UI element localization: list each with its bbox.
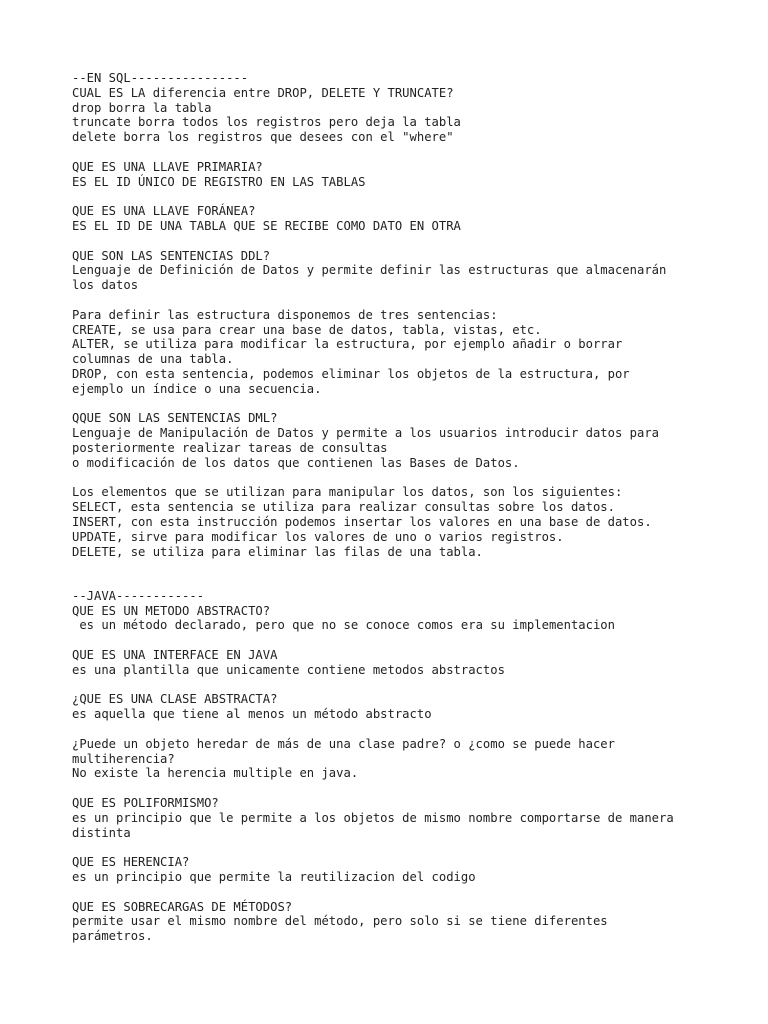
java-abstract-method-block [72, 589, 732, 633]
paragraph-text: SELECT, esta sentencia se utiliza para realizar consultas sobre los datos. [72, 500, 615, 515]
paragraph-text: DROP, con esta sentencia, podemos eliminar los objetos de la estructura, por [72, 366, 630, 381]
answer-text: es una plantilla que unicamente contiene metodos abstractos [72, 662, 505, 677]
ddl-statements-block [72, 308, 732, 397]
paragraph-text: Los elementos que se utilizan para manipular los datos, son los siguientes: [72, 485, 623, 500]
document-body [72, 71, 732, 959]
question-text: CUAL ES LA diferencia entre DROP, DELETE Y TRUNCATE? [72, 85, 454, 100]
ddl-block [72, 249, 732, 293]
question-text: QUE SON LAS SENTENCIAS DDL? [72, 248, 271, 263]
answer-text: o modificación de los datos que contienen las Bases de Datos. [72, 455, 520, 470]
paragraph-text: DELETE, se utiliza para eliminar las filas de una tabla. [72, 544, 483, 559]
answer-text: drop borra la tabla [72, 100, 212, 115]
primary-key-block [72, 160, 732, 190]
method-overloading-block [72, 900, 732, 944]
sql-drop-delete-truncate-block [72, 71, 732, 145]
question-text: multiherencia? [72, 751, 175, 766]
polymorphism-block [72, 796, 732, 840]
answer-text: No existe la herencia multiple en java. [72, 766, 359, 781]
question-text: QUE ES HERENCIA? [72, 855, 190, 870]
answer-text: es un método declarado, pero que no se conoce comos era su implementacion [72, 618, 615, 633]
answer-text: Lenguaje de Definición de Datos y permite definir las estructuras que almacenarán [72, 263, 667, 278]
question-text: QUE ES SOBRECARGAS DE MÉTODOS? [72, 899, 293, 914]
paragraph-text: columnas de una tabla. [72, 352, 234, 367]
dml-statements-block [72, 485, 732, 559]
answer-text: es un principio que le permite a los objetos de mismo nombre comportarse de manera [72, 810, 674, 825]
multi-inheritance-block [72, 737, 732, 781]
abstract-class-block [72, 692, 732, 722]
dml-block [72, 411, 732, 470]
question-text: QUE ES UNA INTERFACE EN JAVA [72, 648, 278, 663]
answer-text: ES EL ID DE UNA TABLA QUE SE RECIBE COMO DATO EN OTRA [72, 218, 461, 233]
sql-section-header: --EN SQL---------------- [72, 71, 249, 85]
question-text: QUE ES POLIFORMISMO? [72, 796, 219, 811]
answer-text: distinta [72, 825, 131, 840]
answer-text: posteriormente realizar tareas de consultas [72, 440, 388, 455]
answer-text: truncate borra todos los registros pero deja la tabla [72, 115, 461, 130]
inheritance-block [72, 855, 732, 885]
java-interface-block [72, 648, 732, 678]
answer-text: permite usar el mismo nombre del método, pero solo si se tiene diferentes [72, 914, 608, 929]
answer-text: Lenguaje de Manipulación de Datos y permite a los usuarios introducir datos para [72, 426, 659, 441]
paragraph-text: UPDATE, sirve para modificar los valores de uno o varios registros. [72, 529, 564, 544]
paragraph-text: ejemplo un índice o una secuencia. [72, 381, 322, 396]
answer-text: es un principio que permite la reutilizacion del codigo [72, 870, 476, 885]
question-text: QQUE SON LAS SENTENCIAS DML? [72, 411, 278, 426]
question-text: QUE ES UN METODO ABSTRACTO? [72, 603, 271, 618]
answer-text: parámetros. [72, 929, 153, 944]
foreign-key-block [72, 204, 732, 234]
question-text: ¿Puede un objeto heredar de más de una clase padre? o ¿como se puede hacer [72, 736, 615, 751]
answer-text: los datos [72, 278, 139, 293]
answer-text: ES EL ID ÚNICO DE REGISTRO EN LAS TABLAS [72, 174, 366, 189]
answer-text: es aquella que tiene al menos un método abstracto [72, 707, 432, 722]
question-text: ¿QUE ES UNA CLASE ABSTRACTA? [72, 692, 278, 707]
paragraph-text: INSERT, con esta instrucción podemos insertar los valores en una base de datos. [72, 514, 652, 529]
question-text: QUE ES UNA LLAVE FORÁNEA? [72, 204, 256, 219]
paragraph-text: ALTER, se utiliza para modificar la estructura, por ejemplo añadir o borrar [72, 337, 623, 352]
question-text: QUE ES UNA LLAVE PRIMARIA? [72, 159, 263, 174]
java-section-header: --JAVA------------ [72, 588, 205, 603]
paragraph-text: CREATE, se usa para crear una base de datos, tabla, vistas, etc. [72, 322, 542, 337]
paragraph-text: Para definir las estructura disponemos de tres sentencias: [72, 307, 498, 322]
answer-text: delete borra los registros que desees con el "where" [72, 130, 454, 145]
